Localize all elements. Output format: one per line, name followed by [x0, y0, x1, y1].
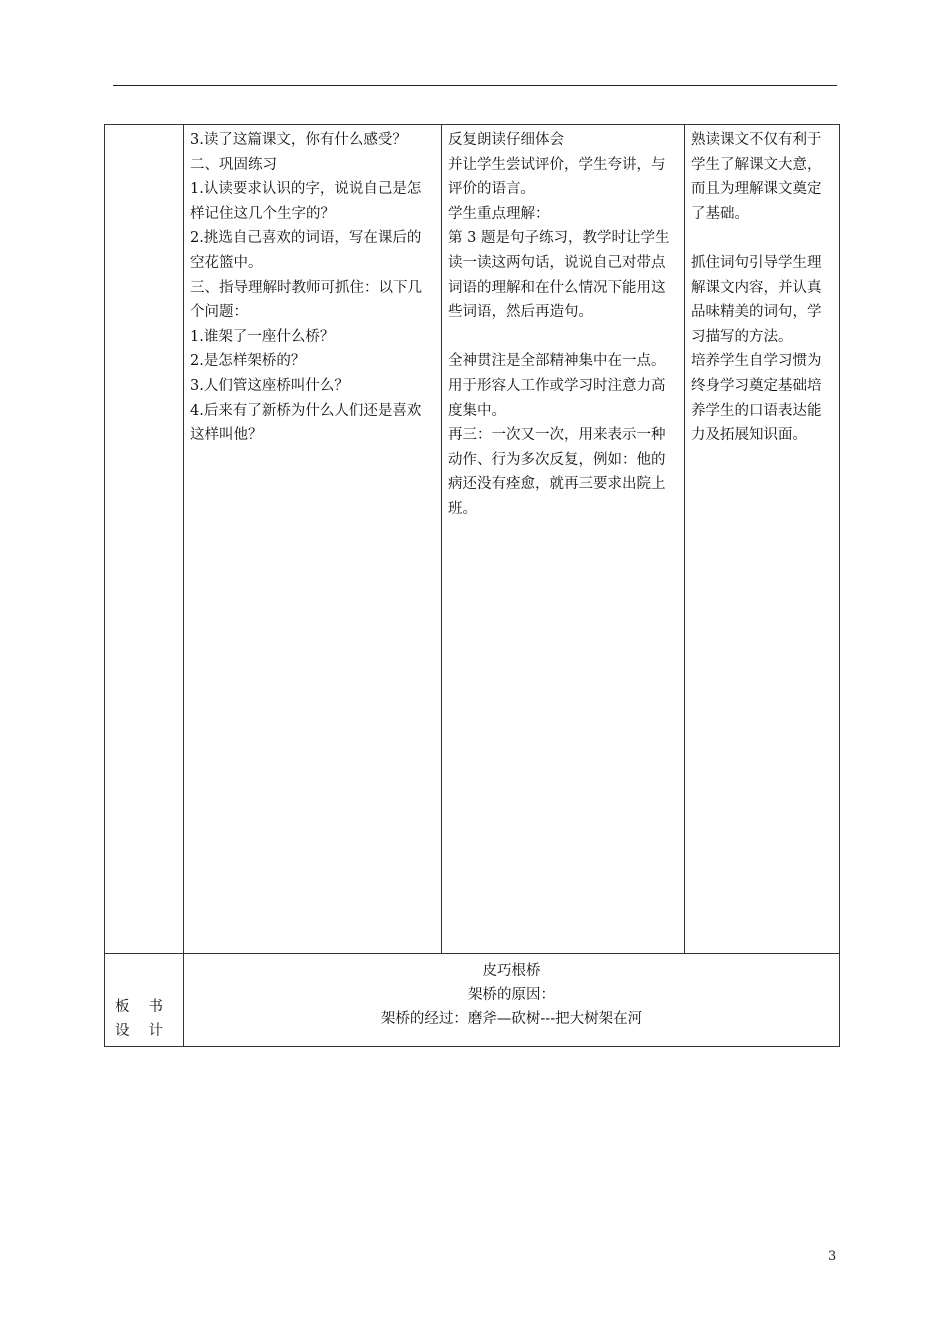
- process-line: 2.挑选自己喜欢的词语，写在课后的空花篮中。: [190, 230, 422, 271]
- design-intent-cell: [685, 125, 840, 954]
- process-line: 1.谁架了一座什么桥？: [190, 328, 335, 345]
- intent-paragraph: 培养学生自学习惯为终身学习奠定基础培养学生的口语表达能力及拓展知识面。: [691, 353, 822, 444]
- board-label-line2: 设计: [115, 1023, 163, 1039]
- board-content-cell: [184, 954, 840, 1047]
- lesson-content-row: [105, 125, 840, 954]
- board-label: [115, 995, 163, 1043]
- board-title: 皮巧根桥: [482, 963, 541, 979]
- process-line: 2.是怎样架桥的？: [190, 353, 306, 370]
- board-reason: 架桥的原因：: [468, 987, 555, 1003]
- process-line: 3.人们管这座桥叫什么？: [190, 377, 349, 394]
- board-content: [190, 957, 833, 1031]
- spacer: [448, 325, 678, 350]
- process-line: 二、巩固练习: [190, 156, 277, 173]
- row-label-cell: [105, 125, 184, 954]
- process-line: 1.认读要求认识的字，说说自己是怎样记住这几个生字的？: [190, 181, 422, 222]
- activity-paragraph: 学生重点理解：: [448, 205, 550, 222]
- process-line: 3.读了这篇课文，你有什么感受？: [190, 132, 407, 148]
- process-line: 三、指导理解时教师可抓住：以下几个问题：: [190, 279, 422, 321]
- lesson-plan-table: [104, 124, 840, 1047]
- activity-paragraph: 第 3 题是句子练习，教学时让学生读一读这两句话，说说自己对带点词语的理解和在什么情况下能用这些词语，然后再造句。: [448, 230, 670, 321]
- activity-paragraph: 全神贯注是全部精神集中在一点。用于形容人工作或学习时注意力高度集中。: [448, 353, 666, 419]
- teaching-process-cell: [184, 125, 442, 954]
- intent-paragraph: 熟读课文不仅有利于学生了解课文大意，而且为理解课文奠定了基础。: [691, 132, 822, 222]
- page-number: 3: [828, 1249, 837, 1264]
- board-label-line1: 板 书: [115, 999, 163, 1015]
- process-line: 4.后来有了新桥为什么人们还是喜欢这样叫他？: [190, 402, 422, 444]
- header-rule: [113, 85, 837, 86]
- activity-paragraph: 并让学生尝试评价，学生夸讲，与评价的语言。: [448, 156, 666, 198]
- student-activity-cell: [442, 125, 685, 954]
- activity-paragraph: 再三：一次又一次，用来表示一种动作、行为多次反复，例如：他的病还没有痊愈，就再三要求出院上班。: [448, 427, 666, 517]
- board-process: 架桥的经过：磨斧—砍树---把大树架在河: [380, 1011, 643, 1027]
- board-label-cell: [105, 954, 184, 1047]
- board-design-row: [105, 954, 840, 1047]
- intent-paragraph: 抓住词句引导学生理解课文内容，并认真品味精美的词句，学习描写的方法。: [691, 254, 822, 345]
- spacer: [691, 226, 833, 251]
- activity-paragraph: 反复朗读仔细体会: [448, 132, 564, 148]
